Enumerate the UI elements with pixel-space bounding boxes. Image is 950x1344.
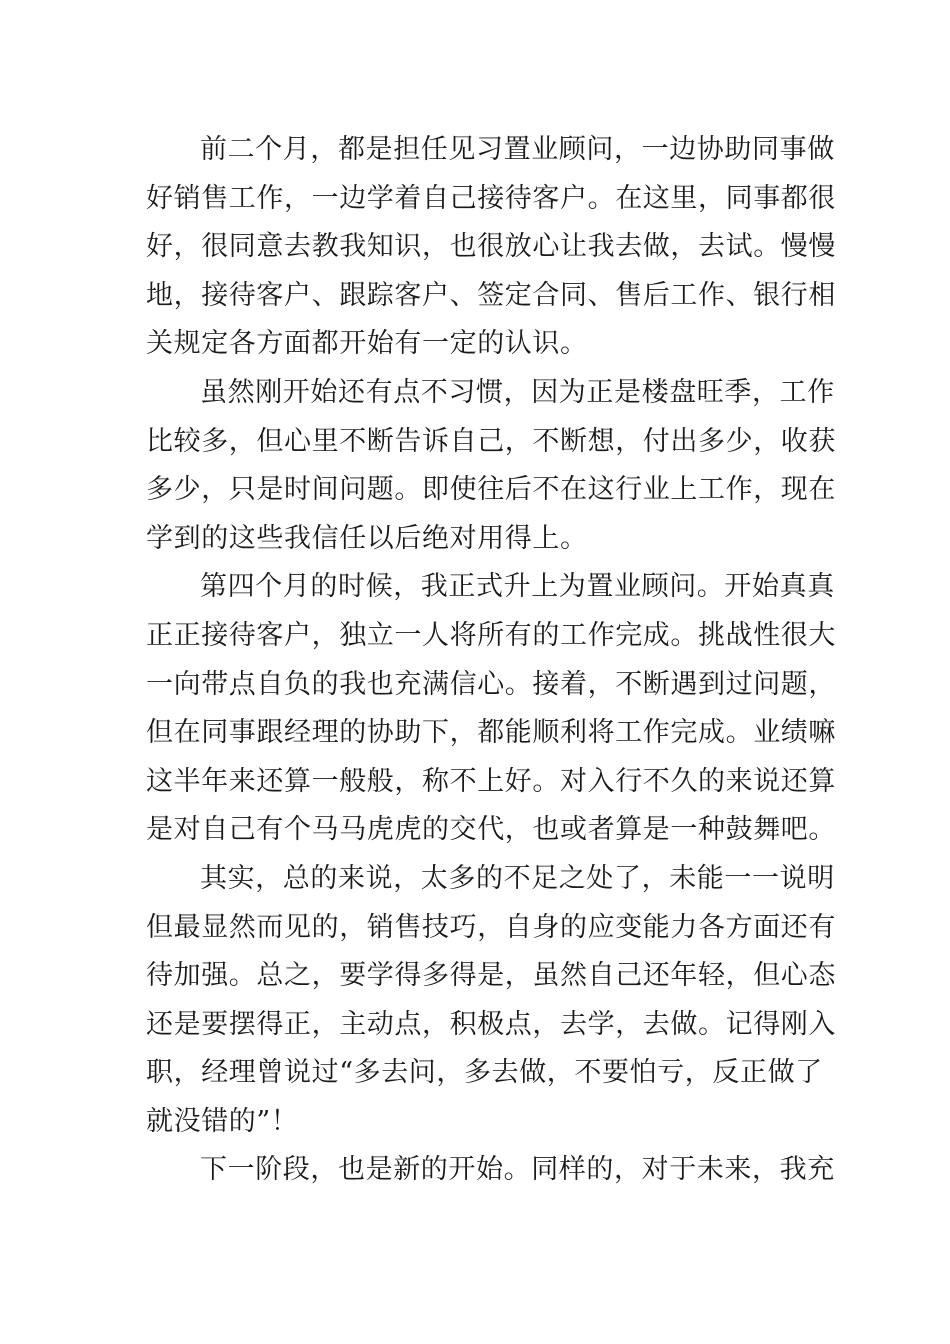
text-line: 关规定各方面都开始有一定的认识。 [146,328,588,360]
text-line: 职，经理曾说过“多去问，多去做，不要怕亏，反正做了 [146,1057,823,1089]
text-line: 这半年来还算一般般，称不上好。对入行不久的来说还算 [146,765,836,797]
text-line: 多少，只是时间问题。即使往后不在这行业上工作，现在 [146,474,836,506]
text-line: 就没错的”！ [146,1105,299,1137]
text-line: 地，接待客户、跟踪客户、签定合同、售后工作、银行相 [146,279,836,311]
text-line: 待加强。总之，要学得多得是，虽然自己还年轻，但心态 [146,960,836,992]
text-line: 还是要摆得正，主动点，积极点，去学，去做。记得刚入 [146,1008,836,1040]
text-line: 是对自己有个马马虎虎的交代，也或者算是一种鼓舞吧。 [146,814,836,846]
text-line: 其实，总的来说，太多的不足之处了，未能一一说明 [200,862,835,894]
text-line: 下一阶段，也是新的开始。同样的，对于未来，我充 [200,1154,835,1186]
document-body [146,126,836,1195]
text-line: 正正接待客户，独立一人将所有的工作完成。挑战性很大 [146,619,836,651]
text-line: 好销售工作，一边学着自己接待客户。在这里，同事都很 [146,182,836,214]
text-line: 学到的这些我信任以后绝对用得上。 [146,522,588,554]
text-line: 但最显然而见的，销售技巧，自身的应变能力各方面还有 [146,911,836,943]
text-line: 比较多，但心里不断告诉自己，不断想，付出多少，收获 [146,425,836,457]
text-line: 虽然刚开始还有点不习惯，因为正是楼盘旺季，工作 [200,376,835,408]
text-line: 前二个月，都是担任见习置业顾问，一边协助同事做 [200,134,835,165]
text-line: 一向带点自负的我也充满信心。接着，不断遇到过问题， [146,668,836,700]
text-line: 但在同事跟经理的协助下，都能顺利将工作完成。业绩嘛 [146,717,836,749]
text-line: 好，很同意去教我知识，也很放心让我去做，去试。慢慢 [146,231,836,263]
text-line: 第四个月的时候，我正式升上为置业顾问。开始真真 [200,571,835,603]
